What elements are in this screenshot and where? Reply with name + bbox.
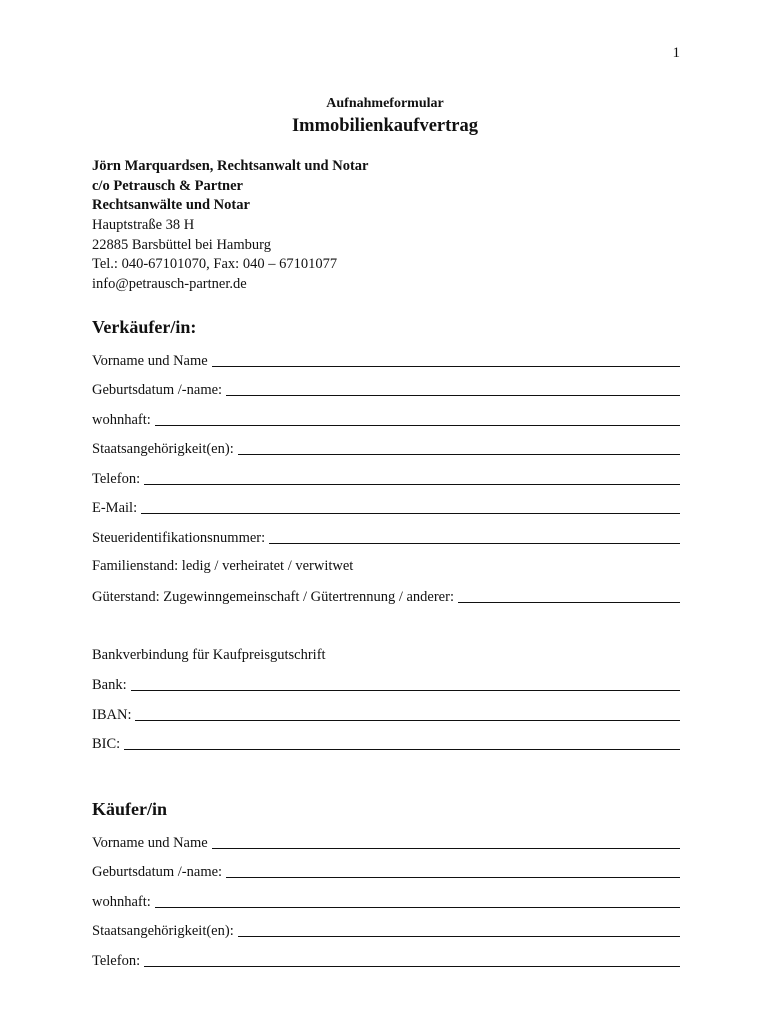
buyer-name-field[interactable] xyxy=(212,834,680,849)
seller-name-label: Vorname und Name xyxy=(92,353,208,369)
seller-phone-label: Telefon: xyxy=(92,471,141,487)
buyer-phone-label: Telefon: xyxy=(92,953,141,969)
document-subtitle: Aufnahmeformular xyxy=(326,96,444,111)
seller-property-regime-row xyxy=(92,586,680,606)
seller-heading: Verkäufer/in: xyxy=(92,317,197,337)
seller-property-regime-label: Güterstand: Zugewinngemeinschaft / Gütertrennung / anderer: xyxy=(92,589,454,605)
buyer-citizenship-label: Staatsangehörigkeit(en): xyxy=(92,923,234,939)
buyer-birth-field[interactable] xyxy=(226,863,680,878)
buyer-residence-row xyxy=(92,891,680,911)
bic-field[interactable] xyxy=(124,735,680,750)
notary-address-block xyxy=(92,157,368,295)
seller-marital-status: Familienstand: ledig / verheiratet / verwitwet xyxy=(92,558,354,574)
seller-name-row xyxy=(92,350,680,370)
seller-birth-label: Geburtsdatum /-name: xyxy=(92,382,223,398)
buyer-citizenship-field[interactable] xyxy=(238,922,680,937)
seller-email-row xyxy=(92,497,680,517)
bank-name-label: Bank: xyxy=(92,677,127,693)
seller-email-label: E-Mail: xyxy=(92,500,138,516)
seller-email-field[interactable] xyxy=(141,499,680,514)
iban-field[interactable] xyxy=(135,706,680,721)
buyer-heading: Käufer/in xyxy=(92,799,167,819)
address-line-name: Jörn Marquardsen, Rechtsanwalt und Notar xyxy=(92,158,369,174)
buyer-birth-row xyxy=(92,861,680,881)
seller-tax-id-field[interactable] xyxy=(269,529,680,544)
document-title: Immobilienkaufvertrag xyxy=(291,116,478,136)
seller-tax-id-label: Steueridentifikationsnummer: xyxy=(92,530,266,546)
iban-row xyxy=(92,704,680,724)
buyer-name-row xyxy=(92,832,680,852)
seller-phone-row xyxy=(92,468,680,488)
seller-tax-id-row xyxy=(92,527,680,547)
bank-name-field[interactable] xyxy=(131,676,680,691)
iban-label: IBAN: xyxy=(92,707,132,723)
buyer-name-label: Vorname und Name xyxy=(92,835,208,851)
page-number: 1 xyxy=(672,45,680,61)
buyer-birth-label: Geburtsdatum /-name: xyxy=(92,864,223,880)
address-line-phone-fax: Tel.: 040-67101070, Fax: 040 – 67101077 xyxy=(92,256,338,273)
address-line-email: info@petrausch-partner.de xyxy=(92,276,247,293)
buyer-citizenship-row xyxy=(92,920,680,940)
bic-row xyxy=(92,733,680,753)
seller-citizenship-label: Staatsangehörigkeit(en): xyxy=(92,441,234,457)
seller-phone-field[interactable] xyxy=(144,470,680,485)
bank-name-row xyxy=(92,674,680,694)
buyer-phone-row xyxy=(92,950,680,970)
seller-birth-row xyxy=(92,379,680,399)
address-line-firm: Rechtsanwälte und Notar xyxy=(92,197,250,214)
address-line-street: Hauptstraße 38 H xyxy=(92,217,195,234)
buyer-phone-field[interactable] xyxy=(144,952,680,967)
buyer-residence-label: wohnhaft: xyxy=(92,894,151,910)
seller-citizenship-row xyxy=(92,438,680,458)
seller-name-field[interactable] xyxy=(212,352,680,367)
bank-heading: Bankverbindung für Kaufpreisgutschrift xyxy=(92,647,326,663)
bic-label: BIC: xyxy=(92,736,121,752)
seller-residence-label: wohnhaft: xyxy=(92,412,151,428)
seller-residence-row xyxy=(92,409,680,429)
address-line-care-of: c/o Petrausch & Partner xyxy=(92,177,243,194)
seller-property-regime-field[interactable] xyxy=(458,588,680,603)
seller-residence-field[interactable] xyxy=(155,411,680,426)
seller-birth-field[interactable] xyxy=(226,381,680,396)
address-line-city: 22885 Barsbüttel bei Hamburg xyxy=(92,236,271,253)
seller-citizenship-field[interactable] xyxy=(238,440,680,455)
buyer-residence-field[interactable] xyxy=(155,893,680,908)
